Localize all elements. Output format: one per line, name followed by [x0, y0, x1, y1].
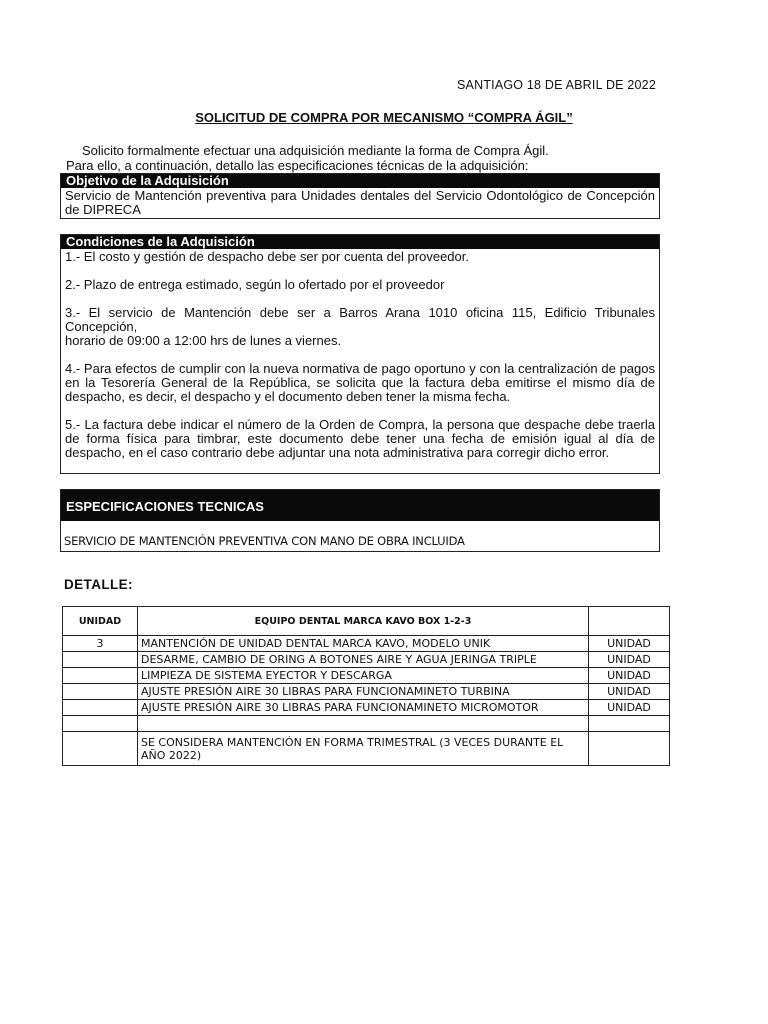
table-row — [63, 700, 670, 716]
row-description — [138, 716, 589, 732]
document-title: SOLICITUD DE COMPRA POR MECANISMO “COMPRA ÁGIL” — [195, 110, 573, 125]
row-qty — [63, 732, 138, 766]
row-qty — [63, 652, 138, 668]
row-unit: UNIDAD — [589, 700, 670, 716]
table-header-row — [63, 607, 670, 636]
intro-line-1: Solicito formalmente efectuar una adquisición mediante la forma de Compra Ágil. — [82, 143, 549, 158]
header-empty — [589, 607, 670, 636]
row-description: LIMPIEZA DE SISTEMA EYECTOR Y DESCARGA — [138, 668, 589, 684]
condicion-4: 4.- Para efectos de cumplir con la nueva normativa de pago oportuno y con la centralización de pagos en la Tesorería General de la República, se solicita que la factura deba emitirse el mismo día de despacho, es decir, el despacho y el documento deben tener la misma fecha. — [65, 361, 655, 404]
row-unit: UNIDAD — [589, 652, 670, 668]
row-unit — [589, 716, 670, 732]
detalle-table — [62, 606, 670, 766]
condicion-3: 3.- El servicio de Mantención debe ser a Barros Arana 1010 oficina 115, Edificio Tribunales Concepción, — [65, 305, 655, 334]
row-qty: 3 — [63, 636, 138, 652]
row-qty — [63, 668, 138, 684]
table-row — [63, 652, 670, 668]
objetivo-section — [60, 173, 660, 219]
detalle-label: DETALLE: — [64, 577, 133, 592]
condiciones-section — [60, 234, 660, 474]
table-row — [63, 636, 670, 652]
row-unit: UNIDAD — [589, 684, 670, 700]
condicion-2: 2.- Plazo de entrega estimado, según lo ofertado por el proveedor — [65, 277, 445, 292]
document-date: SANTIAGO 18 DE ABRIL DE 2022 — [457, 78, 656, 92]
especificaciones-section — [60, 489, 660, 552]
table-row — [63, 732, 670, 766]
row-description: SE CONSIDERA MANTENCIÓN EN FORMA TRIMESTRAL (3 VECES DURANTE EL AÑO 2022) — [138, 732, 589, 766]
intro-line-2: Para ello, a continuación, detallo las especificaciones técnicas de la adquisición: — [66, 158, 529, 173]
condiciones-heading: Condiciones de la Adquisición — [61, 235, 659, 249]
row-qty — [63, 716, 138, 732]
header-unidad: UNIDAD — [63, 607, 138, 636]
condicion-5: 5.- La factura debe indicar el número de la Orden de Compra, la persona que despache debe traerla de forma física para timbrar, este documento debe tener una fecha de emisión igual al día de despacho, en el caso contrario debe adjuntar una nota administrativa para corregir dicho error. — [65, 417, 655, 460]
row-description: AJUSTE PRESIÓN AIRE 30 LIBRAS PARA FUNCIONAMINETO TURBINA — [138, 684, 589, 700]
row-unit: UNIDAD — [589, 668, 670, 684]
objetivo-heading: Objetivo de la Adquisición — [61, 174, 659, 188]
condicion-1: 1.- El costo y gestión de despacho debe ser por cuenta del proveedor. — [65, 249, 469, 264]
row-description: DESARME, CAMBIO DE ORING A BOTONES AIRE Y AGUA JERINGA TRIPLE — [138, 652, 589, 668]
row-description: MANTENCIÓN DE UNIDAD DENTAL MARCA KAVO, MODELO UNIK — [138, 636, 589, 652]
row-description: AJUSTE PRESIÓN AIRE 30 LIBRAS PARA FUNCIONAMINETO MICROMOTOR — [138, 700, 589, 716]
row-unit: UNIDAD — [589, 636, 670, 652]
row-qty — [63, 684, 138, 700]
objetivo-text: Servicio de Mantención preventiva para Unidades dentales del Servicio Odontológico de Concepción de DIPRECA — [65, 188, 655, 217]
row-unit — [589, 732, 670, 766]
header-equipo: EQUIPO DENTAL MARCA KAVO BOX 1-2-3 — [138, 607, 589, 636]
table-row — [63, 716, 670, 732]
especificaciones-text: SERVICIO DE MANTENCIÓN PREVENTIVA CON MANO DE OBRA INCLUIDA — [64, 534, 465, 548]
row-qty — [63, 700, 138, 716]
condicion-3-horario: horario de 09:00 a 12:00 hrs de lunes a viernes. — [65, 333, 342, 348]
especificaciones-heading: ESPECIFICACIONES TECNICAS — [61, 490, 659, 521]
table-row — [63, 684, 670, 700]
table-row — [63, 668, 670, 684]
